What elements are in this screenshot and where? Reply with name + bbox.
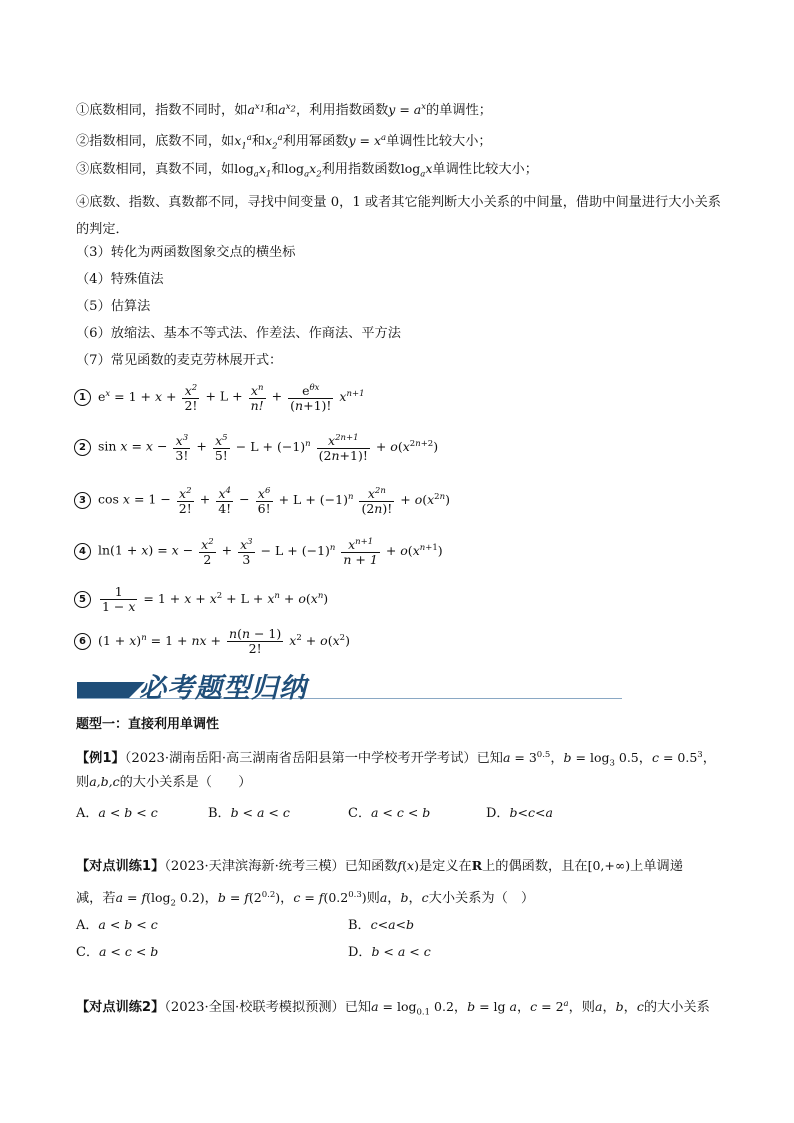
method-2-and: 和 — [251, 134, 265, 150]
formula-number: 5 — [74, 591, 91, 608]
formula-number: 1 — [74, 389, 91, 406]
example-1-option-d[interactable]: D．b<c<a — [486, 805, 553, 821]
training-1-if: 减，若 — [76, 891, 116, 907]
formula-ln: 4 ln(1 + x) = x − $\frac{x^2}{2}$ + $\frac{x^3}{3}$ − $L + (-1)^n$ $\frac{x^{n+1}}{n + 1}$ + $o(x^{n+1})$ — [74, 535, 443, 567]
training-1-line-1: 【对点训练1】（2023·天津滨海新·统考三模）已知函数f(x)是定义在R上的偶函数，且在[0,+∞)上单调递 — [76, 858, 683, 874]
training-2-tag: 【对点训练2】 — [76, 1000, 165, 1016]
training-1-then: 则 — [366, 891, 380, 907]
method-3-suffix: 单调性比较大小； — [432, 162, 538, 177]
formula-exp: 1 $e^x = 1 + x$ + $\frac{x^2}{2!}$ + L + $\frac{x^n}{n!}$ + $e^{\theta x}$ (n+1)! $x^{n+1}$ — [74, 381, 364, 413]
training-1-tag: 【对点训练1】 — [76, 859, 165, 874]
training-2-line-1: 【对点训练2】（2023·全国·校联考模拟预测）已知$a = \log_{0.1} 0.2$，b = lg a，$c = 2^a$，则a，b，c的大小关系 — [76, 999, 710, 1018]
formula-geometric: 5 $\frac{1}{1 - x}$ = $1 + x + x^2 + L + x^n + o(x^n)$ — [74, 585, 328, 614]
option-letter: D． — [348, 945, 372, 960]
training-2-then: ，则 — [568, 1000, 595, 1016]
method-1-and: 和 — [265, 103, 279, 119]
method-scaling: （6）放缩法、基本不等式法、作差法、作商法、平方法 — [76, 326, 401, 341]
example-1-option-a[interactable]: A．a < b < c — [76, 805, 158, 821]
method-3: ③底数相同，真数不同，如$\log_ax_1$和$\log_ax_2$利用指数函数$\log_ax$单调性比较大小； — [76, 161, 538, 180]
question-type-label: 题型一：直接利用单调性 — [76, 717, 220, 732]
section-title: 必考题型归纳 — [139, 673, 307, 704]
method-1-suffix: 的单调性； — [426, 103, 492, 119]
method-3-and: 和 — [271, 162, 285, 177]
method-2-suffix: 单调性比较大小； — [386, 134, 492, 150]
training-2-source: （2023·全国·校联考模拟预测）已知 — [164, 1000, 372, 1016]
formula-sin: 2 sin x = x − $\frac{x^3}{3!}$ + $\frac{x^5}{5!}$ − $L + (-1)^n$ $\frac{x^{2n+1}}{(2n+1)!}$ + $o(x^{2n+2})$ — [74, 431, 438, 463]
training-1-question: 大小关系为（ ） — [428, 891, 535, 907]
example-1-question: 的大小关系是（ ） — [119, 775, 252, 790]
training-1-mid2: 上的偶函数，且在 — [482, 859, 588, 874]
section-banner — [77, 666, 622, 704]
banner-bar — [77, 682, 129, 698]
formula-binomial: 6 $(1 + x)^n = 1$ + nx + $\frac{n(n - 1)}{2!}$ $x^2 + o(x^2)$ — [74, 627, 350, 656]
example-1-then: 则 — [76, 775, 90, 790]
training-1-source: （2023·天津滨海新·统考三模）已知函数 — [164, 859, 398, 874]
option-letter: C． — [76, 945, 99, 960]
method-2: ②指数相同，底数不同，如$x_1^a$和$x_2^a$利用幂函数$y = x^a$单调性比较大小； — [76, 133, 492, 152]
example-1-option-c[interactable]: C．a < c < b — [348, 805, 431, 821]
method-convert: （3）转化为两函数图象交点的横坐标 — [76, 245, 296, 260]
method-1: ①底数相同，指数不同时，如$a^{x_1}$和$a^{x_2}$，利用指数函数$y = a^x$的单调性； — [76, 102, 492, 119]
formula-cos: 3 cos x = 1 − $\frac{x^2}{2!}$ + $\frac{x^4}{4!}$ − $\frac{x^6}{6!}$ + $L + (-1)^n$ $\frac{x^{2n}}{(2n)!}$ + $o(x^{2n})$ — [74, 484, 450, 516]
example-1-option-b[interactable]: B．b < a < c — [208, 805, 290, 821]
formula-number: 3 — [74, 492, 91, 509]
method-2-mid: 利用幂函数 — [282, 134, 349, 150]
method-1-mid: ，利用指数函数 — [295, 103, 389, 119]
option-letter: A． — [76, 918, 99, 933]
training-2-question: 的大小关系 — [643, 1000, 710, 1016]
training-1-option-a[interactable]: A．a < b < c — [76, 917, 158, 933]
option-letter: B． — [208, 806, 231, 821]
method-estimate: （5）估算法 — [76, 299, 151, 314]
method-4: ④底数、指数、真数都不同，寻找中间变量 0，1 或者其它能判断大小关系的中间量，借助中间量进行大小关系的判定． — [76, 195, 721, 237]
training-1-option-c[interactable]: C．a < c < b — [76, 944, 159, 960]
method-3-prefix: ③底数相同，真数不同，如 — [76, 162, 235, 177]
method-1-prefix: ①底数相同，指数不同时，如 — [76, 103, 248, 119]
formula-number: 4 — [74, 543, 91, 560]
training-1-option-b[interactable]: B．c<a<b — [348, 917, 415, 933]
formula-number: 2 — [74, 439, 91, 456]
option-letter: A． — [76, 806, 99, 821]
example-1-tag: 【例1】 — [76, 751, 125, 767]
method-special: （4）特殊值法 — [76, 272, 164, 287]
training-1-mid: 是定义在 — [418, 859, 472, 874]
method-3-mid: 利用指数函数 — [321, 162, 401, 177]
option-letter: D． — [486, 806, 510, 821]
method-2-prefix: ②指数相同，底数不同，如 — [76, 134, 235, 150]
example-1-source: （2023·湖南岳阳·高三湖南省岳阳县第一中学校考开学考试）已知 — [124, 751, 503, 767]
training-1-line-2: 减，若$a = f(\log_2$ 0.2)，$b = f(2^{0.2})$，$c = f(0.2^{0.3})$则a，b，c大小关系为（ ） — [76, 890, 535, 909]
real-set-symbol: R — [471, 858, 483, 873]
option-letter: C． — [348, 806, 371, 821]
example-1-line-2: 则a,b,c的大小关系是（ ） — [76, 774, 252, 790]
example-1-line-1: 【例1】（2023·湖南岳阳·高三湖南省岳阳县第一中学校考开学考试）已知$a = 3^{0.5}$，$b = \log_3 0.5$，$c = 0.5^3$， — [76, 750, 716, 769]
option-letter: B． — [348, 918, 371, 933]
method-maclaurin: （7）常见函数的麦克劳林展开式： — [76, 353, 283, 368]
training-1-mid3: 上单调递 — [630, 859, 683, 874]
formula-number: 6 — [74, 633, 91, 650]
training-1-option-d[interactable]: D．b < a < c — [348, 944, 431, 960]
